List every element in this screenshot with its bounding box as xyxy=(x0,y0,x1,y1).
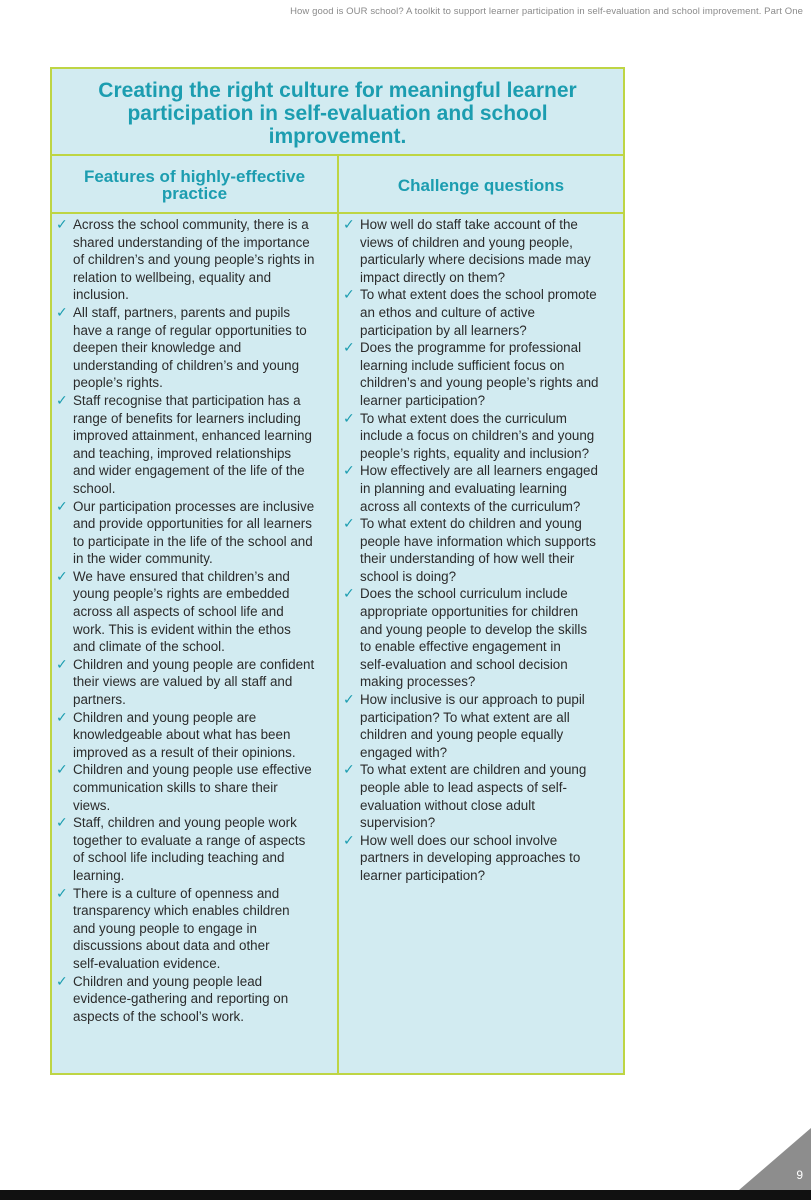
feature-item-text: All staff, partners, parents and pupils xyxy=(73,304,291,320)
feature-item xyxy=(56,885,334,973)
feature-item-text: evidence-gathering and reporting on xyxy=(73,991,289,1007)
feature-item xyxy=(56,656,334,709)
feature-item xyxy=(56,216,334,304)
feature-item-text: improved attainment, enhanced learning xyxy=(73,428,312,444)
feature-item-text: and climate of the school. xyxy=(73,639,225,655)
question-item-text: include a focus on children’s and young xyxy=(360,428,595,444)
question-item-text: children and young people equally xyxy=(360,727,564,743)
question-item-text: people’s rights, equality and inclusion? xyxy=(360,445,590,461)
feature-item xyxy=(56,709,334,762)
feature-item-text: discussions about data and other xyxy=(73,938,270,954)
feature-item xyxy=(56,814,334,884)
question-item-text: To what extent do children and young xyxy=(360,516,582,532)
check-icon: ✓ xyxy=(56,567,68,584)
question-item-text: To what extent are children and young xyxy=(360,762,587,778)
question-item-text: children’s and young people’s rights and xyxy=(360,375,599,391)
challenge-questions-list xyxy=(343,216,621,885)
check-icon: ✓ xyxy=(343,691,355,708)
feature-item-text: Across the school community, there is a xyxy=(73,217,309,232)
question-item-text: How effectively are all learners engaged xyxy=(360,463,598,479)
question-item xyxy=(343,691,621,761)
question-item-text: Does the school curriculum include xyxy=(360,586,568,602)
question-item-text: To what extent does the school promote xyxy=(360,287,597,303)
question-item xyxy=(343,515,621,585)
question-item-text: particularly where decisions made may xyxy=(360,252,591,268)
feature-item-text: inclusion. xyxy=(73,287,129,303)
feature-item xyxy=(56,761,334,814)
feature-item-text: Children and young people are confident xyxy=(73,656,315,672)
feature-item xyxy=(56,568,334,656)
question-item-text: views of children and young people, xyxy=(360,234,573,250)
question-item-text: engaged with? xyxy=(360,744,448,760)
features-heading-line: Features of highly-effective xyxy=(83,167,306,186)
question-item-text: to enable effective engagement in xyxy=(360,639,561,655)
question-item-text: Does the programme for professional xyxy=(360,340,582,356)
feature-item-text: together to evaluate a range of aspects xyxy=(73,832,306,848)
feature-item xyxy=(56,304,334,392)
question-item-text: and young people to develop the skills xyxy=(360,621,588,637)
question-item xyxy=(343,216,621,286)
check-icon: ✓ xyxy=(56,884,68,901)
feature-item-text: range of benefits for learners including xyxy=(73,410,301,426)
question-item-text: learning include sufficient focus on xyxy=(360,357,565,373)
features-heading xyxy=(52,158,337,212)
feature-item-text: knowledgeable about what has been xyxy=(73,727,291,743)
check-icon: ✓ xyxy=(56,497,68,514)
question-item xyxy=(343,585,621,691)
panel-title-line: Creating the right culture for meaningful learner xyxy=(98,79,577,102)
question-item-text: learner participation? xyxy=(360,392,486,408)
feature-item-text: There is a culture of openness and xyxy=(73,885,280,901)
check-icon: ✓ xyxy=(56,655,68,672)
question-item-text: people able to lead aspects of self- xyxy=(360,780,567,795)
check-icon: ✓ xyxy=(343,462,355,479)
question-item-text: How inclusive is our approach to pupil xyxy=(360,692,585,708)
question-item-text: appropriate opportunities for children xyxy=(360,604,579,620)
question-item-text: To what extent does the curriculum xyxy=(360,410,567,426)
feature-item-text: Our participation processes are inclusive xyxy=(73,498,315,514)
feature-item-text: and wider engagement of the life of the xyxy=(73,463,305,479)
check-icon: ✓ xyxy=(343,409,355,426)
feature-item-text: relation to wellbeing, equality and xyxy=(73,269,272,285)
check-icon: ✓ xyxy=(56,216,68,232)
question-item xyxy=(343,462,621,515)
culture-panel xyxy=(50,67,625,1075)
panel-title-line: participation in self-evaluation and school xyxy=(127,102,548,125)
check-icon: ✓ xyxy=(56,814,68,831)
feature-item-text: shared understanding of the importance xyxy=(73,234,310,250)
feature-item-text: Staff, children and young people work xyxy=(73,815,297,831)
question-item xyxy=(343,339,621,409)
check-icon: ✓ xyxy=(343,761,355,778)
check-icon: ✓ xyxy=(56,303,68,320)
check-icon: ✓ xyxy=(343,216,355,232)
feature-item-text: Children and young people are xyxy=(73,709,257,725)
feature-item-text: of children’s and young people’s rights in xyxy=(73,252,315,268)
question-item-text: How well does our school involve xyxy=(360,832,558,848)
feature-item-text: their views are valued by all staff and xyxy=(73,674,293,690)
question-item-text: participation by all learners? xyxy=(360,322,527,338)
check-icon: ✓ xyxy=(343,831,355,848)
question-item-text: their understanding of how well their xyxy=(360,551,575,567)
feature-item-text: people’s rights. xyxy=(73,375,163,391)
page-number: 9 xyxy=(796,1168,803,1182)
feature-item-text: Children and young people lead xyxy=(73,973,263,989)
question-item-text: How well do staff take account of the xyxy=(360,217,578,232)
feature-item-text: young people’s rights are embedded xyxy=(73,586,290,602)
question-item xyxy=(343,832,621,885)
feature-item-text: understanding of children’s and young xyxy=(73,357,300,373)
question-item-text: supervision? xyxy=(360,815,436,831)
question-item-text: evaluation without close adult xyxy=(360,797,535,813)
check-icon: ✓ xyxy=(56,708,68,725)
question-item-text: learner participation? xyxy=(360,867,486,883)
feature-item xyxy=(56,392,334,498)
check-icon: ✓ xyxy=(343,339,355,356)
running-header: How good is OUR school? A toolkit to support learner participation in self-evaluation and school improvement. Part One xyxy=(290,6,803,17)
feature-item-text: self-evaluation evidence. xyxy=(73,955,221,971)
heading-divider xyxy=(52,212,623,214)
column-divider xyxy=(337,156,339,1073)
question-item-text: self-evaluation and school decision xyxy=(360,656,568,672)
feature-item xyxy=(56,973,334,1026)
feature-item xyxy=(56,498,334,568)
question-item xyxy=(343,410,621,463)
question-item-text: partners in developing approaches to xyxy=(360,850,581,866)
question-item-text: in planning and evaluating learning xyxy=(360,480,567,496)
feature-item-text: school. xyxy=(73,480,116,496)
challenge-questions-heading xyxy=(339,158,623,212)
panel-title-line: improvement. xyxy=(268,125,407,148)
question-item-text: making processes? xyxy=(360,674,476,690)
feature-item-text: deepen their knowledge and xyxy=(73,340,242,356)
feature-item-text: and provide opportunities for all learners xyxy=(73,516,312,532)
feature-item-text: across all aspects of school life and xyxy=(73,604,284,620)
feature-item-text: partners. xyxy=(73,692,126,708)
question-item-text: school is doing? xyxy=(360,568,457,584)
feature-item-text: We have ensured that children’s and xyxy=(73,568,290,584)
question-item-text: participation? To what extent are all xyxy=(360,709,570,725)
check-icon: ✓ xyxy=(56,761,68,778)
feature-item-text: of school life including teaching and xyxy=(73,850,285,866)
question-item-text: across all contexts of the curriculum? xyxy=(360,498,581,514)
check-icon: ✓ xyxy=(56,391,68,408)
feature-item-text: Children and young people use effective xyxy=(73,762,312,778)
challenge-heading-line: Challenge questions xyxy=(397,175,565,195)
feature-item-text: improved as a result of their opinions. xyxy=(73,744,296,760)
check-icon: ✓ xyxy=(343,585,355,602)
question-item-text: impact directly on them? xyxy=(360,269,506,285)
check-icon: ✓ xyxy=(56,972,68,989)
feature-item-text: views. xyxy=(73,797,111,813)
feature-item-text: and young people to engage in xyxy=(73,920,257,936)
feature-item-text: Staff recognise that participation has a xyxy=(73,392,301,408)
check-icon: ✓ xyxy=(343,515,355,532)
feature-item-text: and teaching, improved relationships xyxy=(73,445,292,461)
check-icon: ✓ xyxy=(343,286,355,303)
feature-item-text: aspects of the school’s work. xyxy=(73,1008,244,1024)
features-heading-line: practice xyxy=(161,184,228,203)
feature-item-text: communication skills to share their xyxy=(73,780,278,795)
question-item xyxy=(343,286,621,339)
feature-item-text: to participate in the life of the school and xyxy=(73,533,313,549)
feature-item-text: work. This is evident within the ethos xyxy=(73,621,291,637)
feature-item-text: learning. xyxy=(73,867,125,883)
feature-item-text: transparency which enables children xyxy=(73,903,290,919)
bottom-bar xyxy=(0,1190,811,1200)
feature-item-text: have a range of regular opportunities to xyxy=(73,322,307,338)
question-item-text: people have information which supports xyxy=(360,533,596,549)
question-item xyxy=(343,761,621,831)
features-list xyxy=(56,216,334,1025)
question-item-text: an ethos and culture of active xyxy=(360,304,535,320)
feature-item-text: in the wider community. xyxy=(73,551,213,567)
panel-title xyxy=(52,69,623,156)
